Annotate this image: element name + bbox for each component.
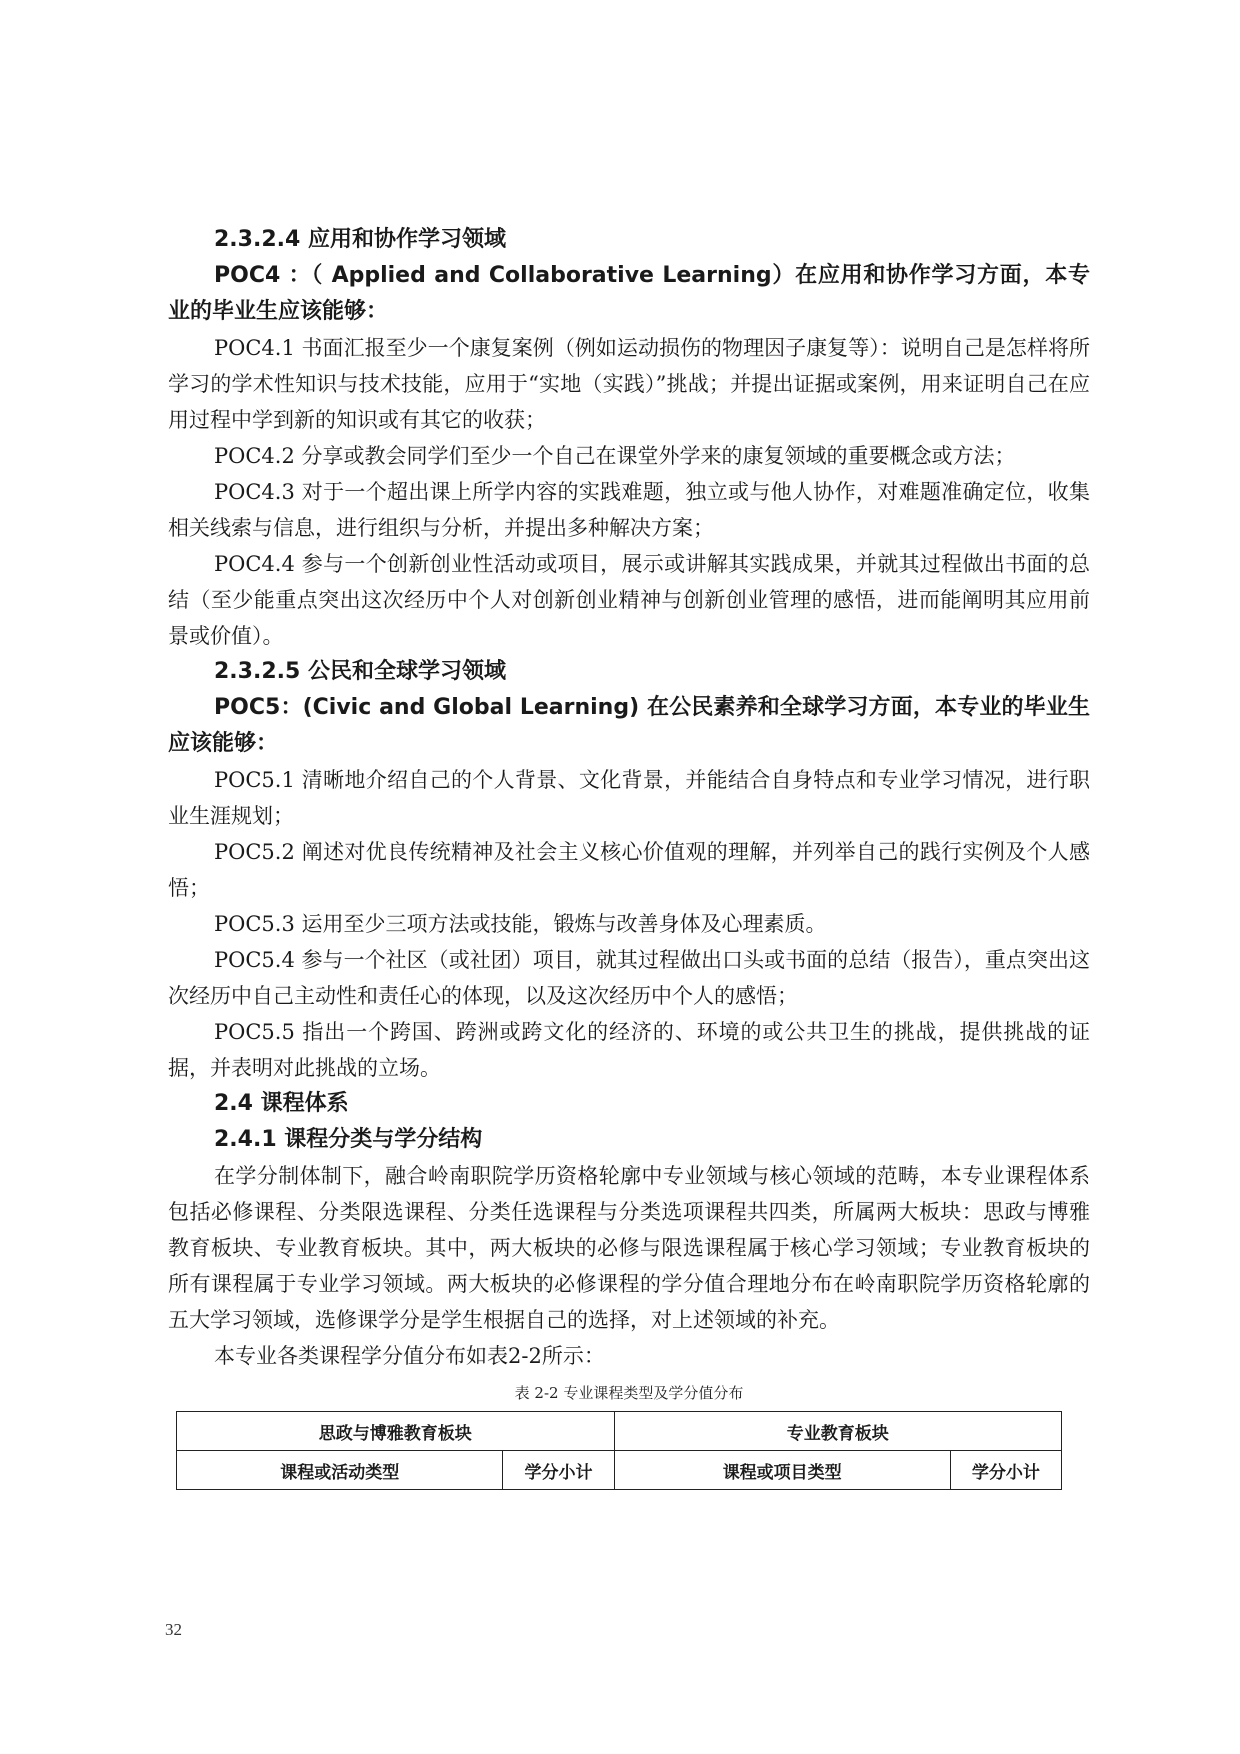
credit-distribution-table xyxy=(176,1411,1062,1490)
section-heading-24: 2.4 课程体系 xyxy=(214,1091,349,1116)
table-header-col1: 课程或活动类型 xyxy=(177,1451,503,1490)
poc4-2: POC4.2 分享或教会同学们至少一个自己在课堂外学来的康复领域的重要概念或方法； xyxy=(214,444,1016,468)
curriculum-paragraph: 在学分制体制下，融合岭南职院学历资格轮廓中专业领域与核心领域的范畴，本专业课程体系包括必修课程、分类限选课程、分类任选课程与分类选项课程共四类，所属两大板块：思政与博雅教育板块、专业教育板块。其中，两大板块的必修与限选课程属于核心学习领域；专业教育板块的所有课程属于专业学习领域。两大板块的必修课程的学分值合理地分布在岭南职院学历资格轮廓的五大学习领域，选修课学分是学生根据自己的选择，对上述领域的补充。 xyxy=(168,1164,1090,1332)
poc4-3: POC4.3 对于一个超出课上所学内容的实践难题，独立或与他人协作，对难题准确定位，收集相关线索与信息，进行组织与分析，并提出多种解决方案； xyxy=(168,480,1090,540)
table-header-col2: 学分小计 xyxy=(503,1451,614,1490)
page-content xyxy=(168,222,1090,1490)
poc5-1: POC5.1 清晰地介绍自己的个人背景、文化背景，并能结合自身特点和专业学习情况，进行职业生涯规划； xyxy=(168,768,1090,828)
table-group-right: 专业教育板块 xyxy=(614,1412,1061,1451)
section-heading-241: 2.4.1 课程分类与学分结构 xyxy=(214,1127,483,1152)
table-group-left: 思政与博雅教育板块 xyxy=(177,1412,615,1451)
poc4-lead: POC4 ：（ Applied and Collaborative Learning）在应用和协作学习方面，本专业的毕业生应该能够： xyxy=(168,263,1090,324)
section-heading-2324: 2.3.2.4 应用和协作学习领域 xyxy=(214,227,506,252)
table-group-row xyxy=(177,1412,1062,1451)
poc5-5: POC5.5 指出一个跨国、跨洲或跨文化的经济的、环境的或公共卫生的挑战，提供挑战的证据，并表明对此挑战的立场。 xyxy=(168,1020,1090,1080)
page-number: 32 xyxy=(165,1620,182,1639)
table-caption: 表 2-2 专业课程类型及学分值分布 xyxy=(514,1384,744,1402)
poc5-4: POC5.4 参与一个社区（或社团）项目，就其过程做出口头或书面的总结（报告），重点突出这次经历中自己主动性和责任心的体现，以及这次经历中个人的感悟； xyxy=(168,948,1090,1008)
poc5-3: POC5.3 运用至少三项方法或技能，锻炼与改善身体及心理素质。 xyxy=(214,912,827,936)
poc4-4: POC4.4 参与一个创新创业性活动或项目，展示或讲解其实践成果，并就其过程做出书面的总结（至少能重点突出这次经历中个人对创新创业精神与创新创业管理的感悟，进而能阐明其应用前景或价值）。 xyxy=(168,552,1090,648)
poc4-1: POC4.1 书面汇报至少一个康复案例（例如运动损伤的物理因子康复等）：说明自己是怎样将所学习的学术性知识与技术技能，应用于“实地（实践）”挑战；并提出证据或案例，用来证明自己在应用过程中学到新的知识或有其它的收获； xyxy=(168,336,1090,432)
table-header-col3: 课程或项目类型 xyxy=(614,1451,950,1490)
section-heading-2325: 2.3.2.5 公民和全球学习领域 xyxy=(214,659,506,684)
poc5-lead: POC5：(Civic and Global Learning) 在公民素养和全球学习方面，本专业的毕业生应该能够： xyxy=(168,695,1090,756)
table-header-col4: 学分小计 xyxy=(950,1451,1061,1490)
table-header-row xyxy=(177,1451,1062,1490)
table-intro: 本专业各类课程学分值分布如表2-2所示： xyxy=(214,1344,605,1368)
poc5-2: POC5.2 阐述对优良传统精神及社会主义核心价值观的理解，并列举自己的践行实例及个人感悟； xyxy=(168,840,1090,900)
